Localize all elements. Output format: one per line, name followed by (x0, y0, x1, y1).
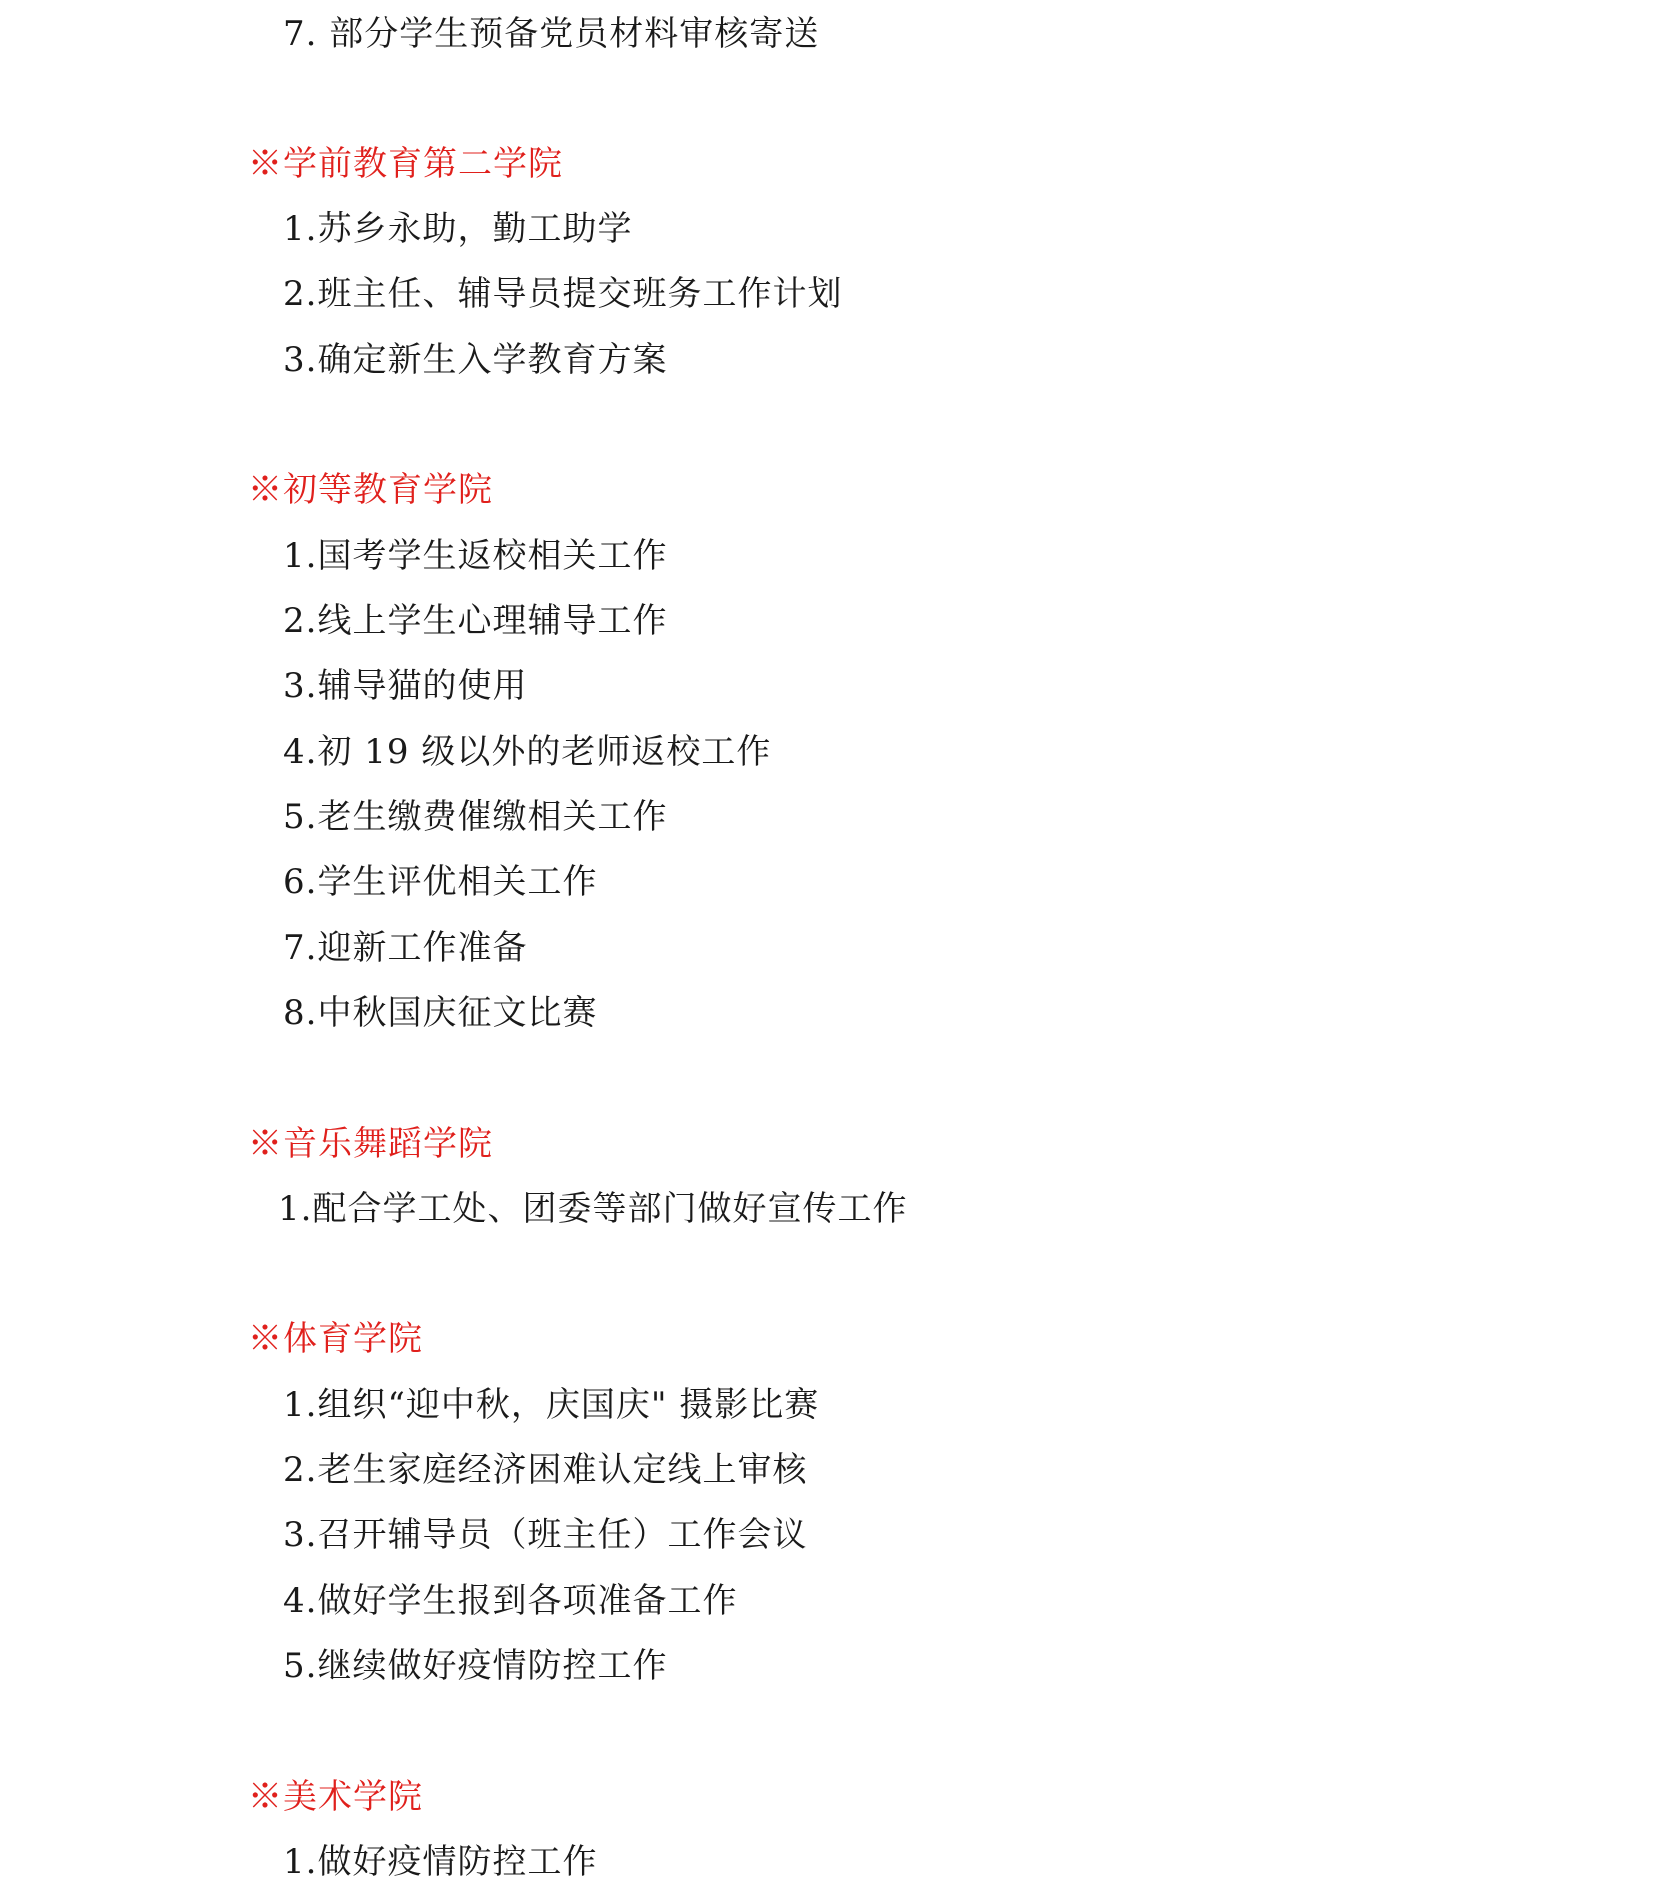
list-item: 4.做好学生报到各项准备工作 (283, 1581, 738, 1621)
section-heading: ※学前教育第二学院 (248, 144, 563, 184)
list-item: 7. 部分学生预备党员材料审核寄送 (283, 14, 820, 54)
list-item: 5.老生缴费催缴相关工作 (283, 797, 668, 837)
list-item: 6.学生评优相关工作 (283, 862, 598, 902)
list-item: 3.辅导猫的使用 (283, 666, 528, 706)
list-item: 2.线上学生心理辅导工作 (283, 601, 668, 641)
list-item: 1.苏乡永助，勤工助学 (283, 209, 633, 249)
section-heading: ※初等教育学院 (248, 470, 493, 510)
list-item: 7.迎新工作准备 (283, 928, 528, 968)
list-item: 1.做好疫情防控工作 (283, 1842, 598, 1882)
list-item: 1.配合学工处、团委等部门做好宣传工作 (278, 1189, 908, 1229)
list-item: 3.确定新生入学教育方案 (283, 340, 668, 380)
list-item: 1.国考学生返校相关工作 (283, 536, 668, 576)
list-item: 2.老生家庭经济困难认定线上审核 (283, 1450, 808, 1490)
list-item: 1.组织“迎中秋，庆国庆" 摄影比赛 (283, 1385, 820, 1425)
list-item: 5.继续做好疫情防控工作 (283, 1646, 668, 1686)
list-item: 4.初 19 级以外的老师返校工作 (283, 732, 772, 772)
list-item: 8.中秋国庆征文比赛 (283, 993, 598, 1033)
list-item: 3.召开辅导员（班主任）工作会议 (283, 1515, 808, 1555)
section-heading: ※美术学院 (248, 1777, 423, 1817)
section-heading: ※音乐舞蹈学院 (248, 1124, 493, 1164)
section-heading: ※体育学院 (248, 1319, 423, 1359)
list-item: 2.班主任、辅导员提交班务工作计划 (283, 274, 843, 314)
